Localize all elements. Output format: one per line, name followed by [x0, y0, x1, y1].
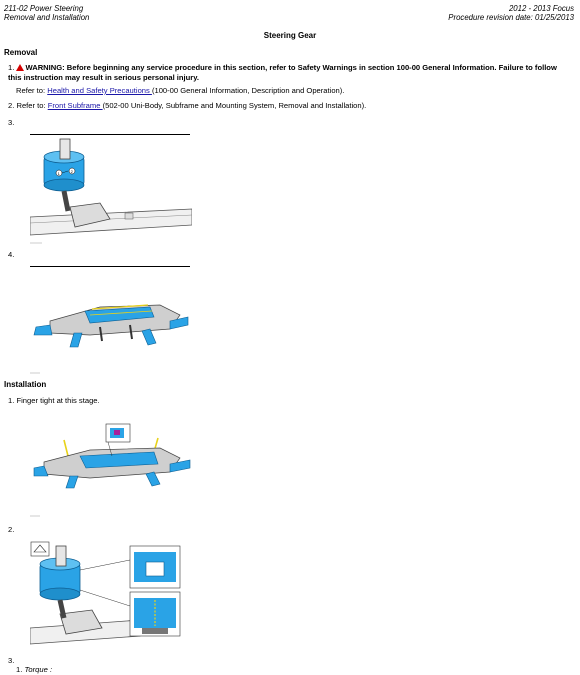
installation-heading: Installation: [4, 380, 47, 389]
reference-detail: (502-00 Uni-Body, Subframe and Mounting System, Removal and Installation).: [102, 101, 367, 110]
refer-label: Refer to:: [16, 86, 48, 95]
section-code: 211-02 Power Steering: [4, 4, 84, 13]
installation-step-2-number: 2.: [8, 525, 15, 534]
removal-step-1-reference: [16, 86, 344, 96]
torque-label: Torque :: [24, 665, 53, 674]
figure-divider: [30, 134, 190, 135]
steering-gear-figure-2: [30, 540, 182, 648]
page-title: Steering Gear: [263, 31, 317, 40]
front-subframe-link[interactable]: Front Subframe: [47, 101, 103, 110]
installation-step-3-substep: [16, 665, 52, 675]
warning-text: WARNING: Before beginning any service procedure in this section, refer to Safety Warnings in section 100-00 General Information. Failure to follow this instruction may result in serious personal injury.: [8, 63, 557, 82]
procedure-type: Removal and Installation: [4, 13, 90, 22]
removal-step-2: [8, 101, 366, 111]
warning-icon: [16, 64, 24, 71]
steering-gear-figure-1: [30, 137, 192, 245]
subframe-figure-1: [30, 285, 192, 375]
revision-date: Procedure revision date: 01/25/2013: [448, 13, 574, 22]
removal-step-1: [8, 63, 568, 82]
refer-label: Refer to:: [16, 101, 48, 110]
step-number: 2.: [8, 101, 15, 110]
figure-divider: [30, 266, 190, 267]
subframe-install-figure: [30, 420, 192, 520]
removal-step-3-number: 3.: [8, 118, 15, 127]
removal-heading: Removal: [4, 48, 38, 57]
callout-1: 1: [57, 171, 60, 176]
step-number: 1.: [8, 63, 15, 72]
header-left: [4, 4, 89, 22]
reference-detail: (100-00 General Information, Description and Operation).: [151, 86, 345, 95]
step-number: 1.: [8, 396, 15, 405]
health-safety-link[interactable]: Health and Safety Precautions: [47, 86, 152, 95]
step-text: Finger tight at this stage.: [16, 396, 100, 405]
header-right: [448, 4, 574, 22]
vehicle-model: 2012 - 2013 Focus: [508, 4, 574, 13]
removal-step-4-number: 4.: [8, 250, 15, 259]
callout-2: 2: [70, 169, 73, 174]
installation-step-3-number: 3.: [8, 656, 15, 665]
installation-step-1: [8, 396, 100, 406]
substep-number: 1.: [16, 665, 23, 674]
